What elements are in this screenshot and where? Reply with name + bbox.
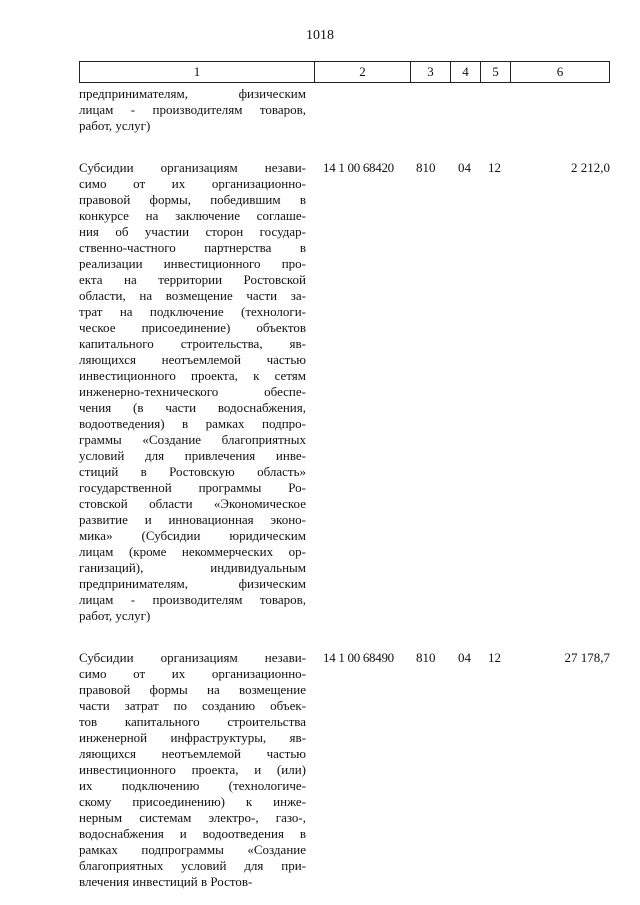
row-pr: 12	[488, 160, 501, 175]
description-line: граммы «Создание благоприятных	[79, 432, 306, 447]
table-header	[79, 61, 610, 83]
description-line: трат на подключение (технологи-	[79, 304, 306, 319]
description-line: работ, услуг)	[79, 608, 151, 623]
table-row	[79, 160, 610, 624]
row-description	[79, 160, 306, 624]
description-line: Субсидии организациям незави-	[79, 160, 306, 175]
description-line: ганизаций), индивидуальным	[79, 560, 306, 575]
row-vr: 810	[416, 160, 436, 175]
description-line: инвестиционного проекта, к сетям	[79, 368, 306, 383]
description-line: ственно-частного партнерства в	[79, 240, 306, 255]
description-line: благоприятных условий для при-	[79, 858, 306, 873]
row-code: 14 1 00 68490	[323, 650, 394, 665]
row-rz: 04	[458, 650, 471, 665]
row-sum: 2 212,0	[571, 160, 610, 175]
description-line: тов капитального строительства	[79, 714, 306, 729]
header-col-1: 1	[80, 62, 315, 82]
description-line: чения (в части водоснабжения,	[79, 400, 306, 415]
row-gap	[79, 134, 610, 160]
row-sum: 27 178,7	[564, 650, 610, 665]
description-line: лицам - производителям товаров,	[79, 592, 306, 607]
description-line: реализации инвестиционного про-	[79, 256, 306, 271]
description-line: развитие и инновационная эконо-	[79, 512, 306, 527]
description-line: государственной программы Ро-	[79, 480, 306, 495]
header-col-5: 5	[481, 62, 511, 82]
table-body	[79, 86, 610, 890]
row-pr: 12	[488, 650, 501, 665]
description-line: екта на территории Ростовской	[79, 272, 306, 287]
table-row	[79, 650, 610, 890]
header-col-4: 4	[451, 62, 481, 82]
table-row	[79, 86, 610, 134]
page-number: 1018	[306, 28, 334, 43]
header-col-6: 6	[556, 64, 564, 79]
row-vr: 810	[416, 650, 436, 665]
description-line: Субсидии организациям незави-	[79, 650, 306, 665]
row-code: 14 1 00 68420	[323, 160, 394, 175]
description-line: стиций в Ростовскую область»	[79, 464, 306, 479]
description-line: симо от их организационно-	[79, 176, 306, 191]
row-gap	[79, 624, 610, 650]
description-line: мика» (Субсидии юридическим	[79, 528, 306, 543]
description-line: условий для привлечения инве-	[79, 448, 306, 463]
description-line: предпринимателям, физическим	[79, 86, 306, 101]
header-col-2: 2	[315, 62, 411, 82]
description-line: области, на возмещение части за-	[79, 288, 306, 303]
description-line: лицам - производителям товаров,	[79, 102, 306, 117]
description-line: ляющихся неотъемлемой частью	[79, 746, 306, 761]
description-line: части затрат по созданию объек-	[79, 698, 306, 713]
description-line: скому присоединению) к инже-	[79, 794, 306, 809]
description-line: правовой формы, победившим в	[79, 192, 306, 207]
description-line: инженерно-технического обеспе-	[79, 384, 306, 399]
description-line: работ, услуг)	[79, 118, 151, 133]
description-line: симо от их организационно-	[79, 666, 306, 681]
description-line: правовой формы на возмещение	[79, 682, 306, 697]
description-line: ляющихся неотъемлемой частью	[79, 352, 306, 367]
description-line: инвестиционного проекта, и (или)	[79, 762, 306, 777]
description-line: конкурсе на заключение соглаше-	[79, 208, 306, 223]
description-line: водоотведения) в рамках подпро-	[79, 416, 306, 431]
row-rz: 04	[458, 160, 471, 175]
row-description	[79, 650, 306, 890]
description-line: рамках подпрограммы «Создание	[79, 842, 306, 857]
description-line: ческое присоединение) объектов	[79, 320, 306, 335]
description-line: инженерной инфраструктуры, яв-	[79, 730, 306, 745]
description-line: нерным системам электро-, газо-,	[79, 810, 306, 825]
row-description	[79, 86, 306, 134]
description-line: предпринимателям, физическим	[79, 576, 306, 591]
description-line: ния об участии сторон государ-	[79, 224, 306, 239]
description-line: их подключению (технологиче-	[79, 778, 306, 793]
description-line: капитального строительства, яв-	[79, 336, 306, 351]
description-line: водоснабжения и водоотведения в	[79, 826, 306, 841]
description-line: лицам (кроме некоммерческих ор-	[79, 544, 306, 559]
description-line: влечения инвестиций в Ростов-	[79, 874, 253, 889]
header-col-3: 3	[411, 62, 451, 82]
description-line: стовской области «Экономическое	[79, 496, 306, 511]
